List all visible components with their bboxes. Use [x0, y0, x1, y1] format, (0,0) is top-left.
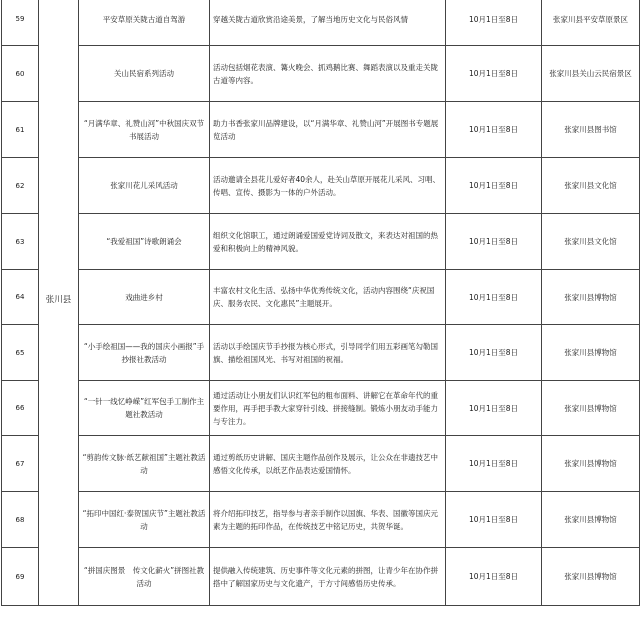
activity-date: 10月1日至8日	[446, 102, 542, 158]
organizer: 张家川县博物馆	[542, 436, 640, 492]
table-row	[2, 102, 640, 158]
row-number: 69	[2, 548, 39, 606]
table-row	[2, 381, 640, 436]
row-number: 61	[2, 102, 39, 158]
activity-name: “月满华章、礼赞山河”中秋国庆双节书展活动	[79, 102, 210, 158]
organizer: 张家川县关山云民宿景区	[542, 46, 640, 102]
table-row	[2, 270, 640, 325]
activity-date: 10月1日至8日	[446, 548, 542, 606]
activity-description: 活动邀请全县花儿爱好者40余人，赴关山草原开展花儿采风、习唱、传唱、宣传、摄影为一体的户外活动。	[210, 158, 446, 214]
row-number: 68	[2, 492, 39, 548]
row-number: 63	[2, 214, 39, 270]
activity-date: 10月1日至8日	[446, 325, 542, 381]
activity-name: “剪韵传文脉·纸艺献祖国”主题社教活动	[79, 436, 210, 492]
organizer: 张家川县图书馆	[542, 102, 640, 158]
row-number: 65	[2, 325, 39, 381]
organizer: 张家川县文化馆	[542, 158, 640, 214]
activity-date: 10月1日至8日	[446, 0, 542, 46]
activity-description: 通过活动让小朋友们认识红军包的粗布面料、讲解它在革命年代的重要作用，再手把手教大家穿针引线、拼接缝制。锻炼小朋友动手能力与专注力。	[210, 381, 446, 436]
activity-name: “小手绘祖国——我的国庆小画报”手抄报社教活动	[79, 325, 210, 381]
county-cell: 张川县	[39, 0, 79, 606]
organizer: 张家川县博物馆	[542, 492, 640, 548]
activity-description: 丰富农村文化生活、弘扬中华优秀传统文化，活动内容围绕“庆祝国庆、服务农民、文化惠民”主题展开。	[210, 270, 446, 325]
table-row	[2, 214, 640, 270]
activity-description: 活动包括烟花表演、篝火晚会、抓鸡鹅比赛、舞蹈表演以及重走关陇古道等内容。	[210, 46, 446, 102]
organizer: 张家川县文化馆	[542, 214, 640, 270]
activity-description: 提供融入传统建筑、历史事件等文化元素的拼图，让青少年在协作拼搭中了解国家历史与文化遗产，于方寸间感悟历史传承。	[210, 548, 446, 606]
row-number: 62	[2, 158, 39, 214]
table-row	[2, 46, 640, 102]
activity-name: 戏曲进乡村	[79, 270, 210, 325]
table-row	[2, 492, 640, 548]
row-number: 64	[2, 270, 39, 325]
table-row	[2, 436, 640, 492]
organizer: 张家川县博物馆	[542, 381, 640, 436]
activity-date: 10月1日至8日	[446, 381, 542, 436]
activity-name: 关山民宿系列活动	[79, 46, 210, 102]
table-row	[2, 325, 640, 381]
row-number: 67	[2, 436, 39, 492]
activity-description: 穿越关陇古道欣赏沿途美景，了解当地历史文化与民俗风情	[210, 0, 446, 46]
activity-date: 10月1日至8日	[446, 158, 542, 214]
activity-table	[1, 0, 640, 606]
activity-description: 组织文化馆职工，通过朗诵爱国爱党诗词及散文，来表达对祖国的热爱和积极向上的精神风貌。	[210, 214, 446, 270]
activity-date: 10月1日至8日	[446, 46, 542, 102]
table-row	[2, 0, 640, 46]
activity-name: 张家川花儿采风活动	[79, 158, 210, 214]
activity-description: 通过剪纸历史讲解、国庆主题作品创作及展示，让公众在非遗技艺中感悟文化传承，以纸艺作品表达爱国情怀。	[210, 436, 446, 492]
activity-description: 助力书香张家川品牌建设，以“月满华章、礼赞山河”开展图书专题展览活动	[210, 102, 446, 158]
activity-name: “我爱祖国”诗歌朗诵会	[79, 214, 210, 270]
organizer: 张家川县博物馆	[542, 270, 640, 325]
activity-date: 10月1日至8日	[446, 214, 542, 270]
organizer: 张家川县博物馆	[542, 325, 640, 381]
table-row	[2, 158, 640, 214]
activity-date: 10月1日至8日	[446, 270, 542, 325]
activity-name: “拼国庆图景 传文化薪火”拼图社教活动	[79, 548, 210, 606]
activity-date: 10月1日至8日	[446, 436, 542, 492]
row-number: 60	[2, 46, 39, 102]
row-number: 66	[2, 381, 39, 436]
activity-name: “一针一线忆峥嵘”红军包手工制作主题社教活动	[79, 381, 210, 436]
row-number: 59	[2, 0, 39, 46]
activity-description: 活动以手绘国庆节手抄报为核心形式，引导同学们用五彩画笔勾勒国旗、描绘祖国风光、书写对祖国的祝福。	[210, 325, 446, 381]
activity-description: 将介绍拓印技艺，指导参与者亲手制作以国旗、华表、国徽等国庆元素为主题的拓印作品，在传统技艺中铭记历史，共贺华诞。	[210, 492, 446, 548]
organizer: 张家川县博物馆	[542, 548, 640, 606]
activity-date: 10月1日至8日	[446, 492, 542, 548]
organizer: 张家川县平安草原景区	[542, 0, 640, 46]
activity-name: 平安草原关陇古道自驾游	[79, 0, 210, 46]
activity-name: “拓印中国红·泰贺国庆节”主题社教活动	[79, 492, 210, 548]
table-row	[2, 548, 640, 606]
